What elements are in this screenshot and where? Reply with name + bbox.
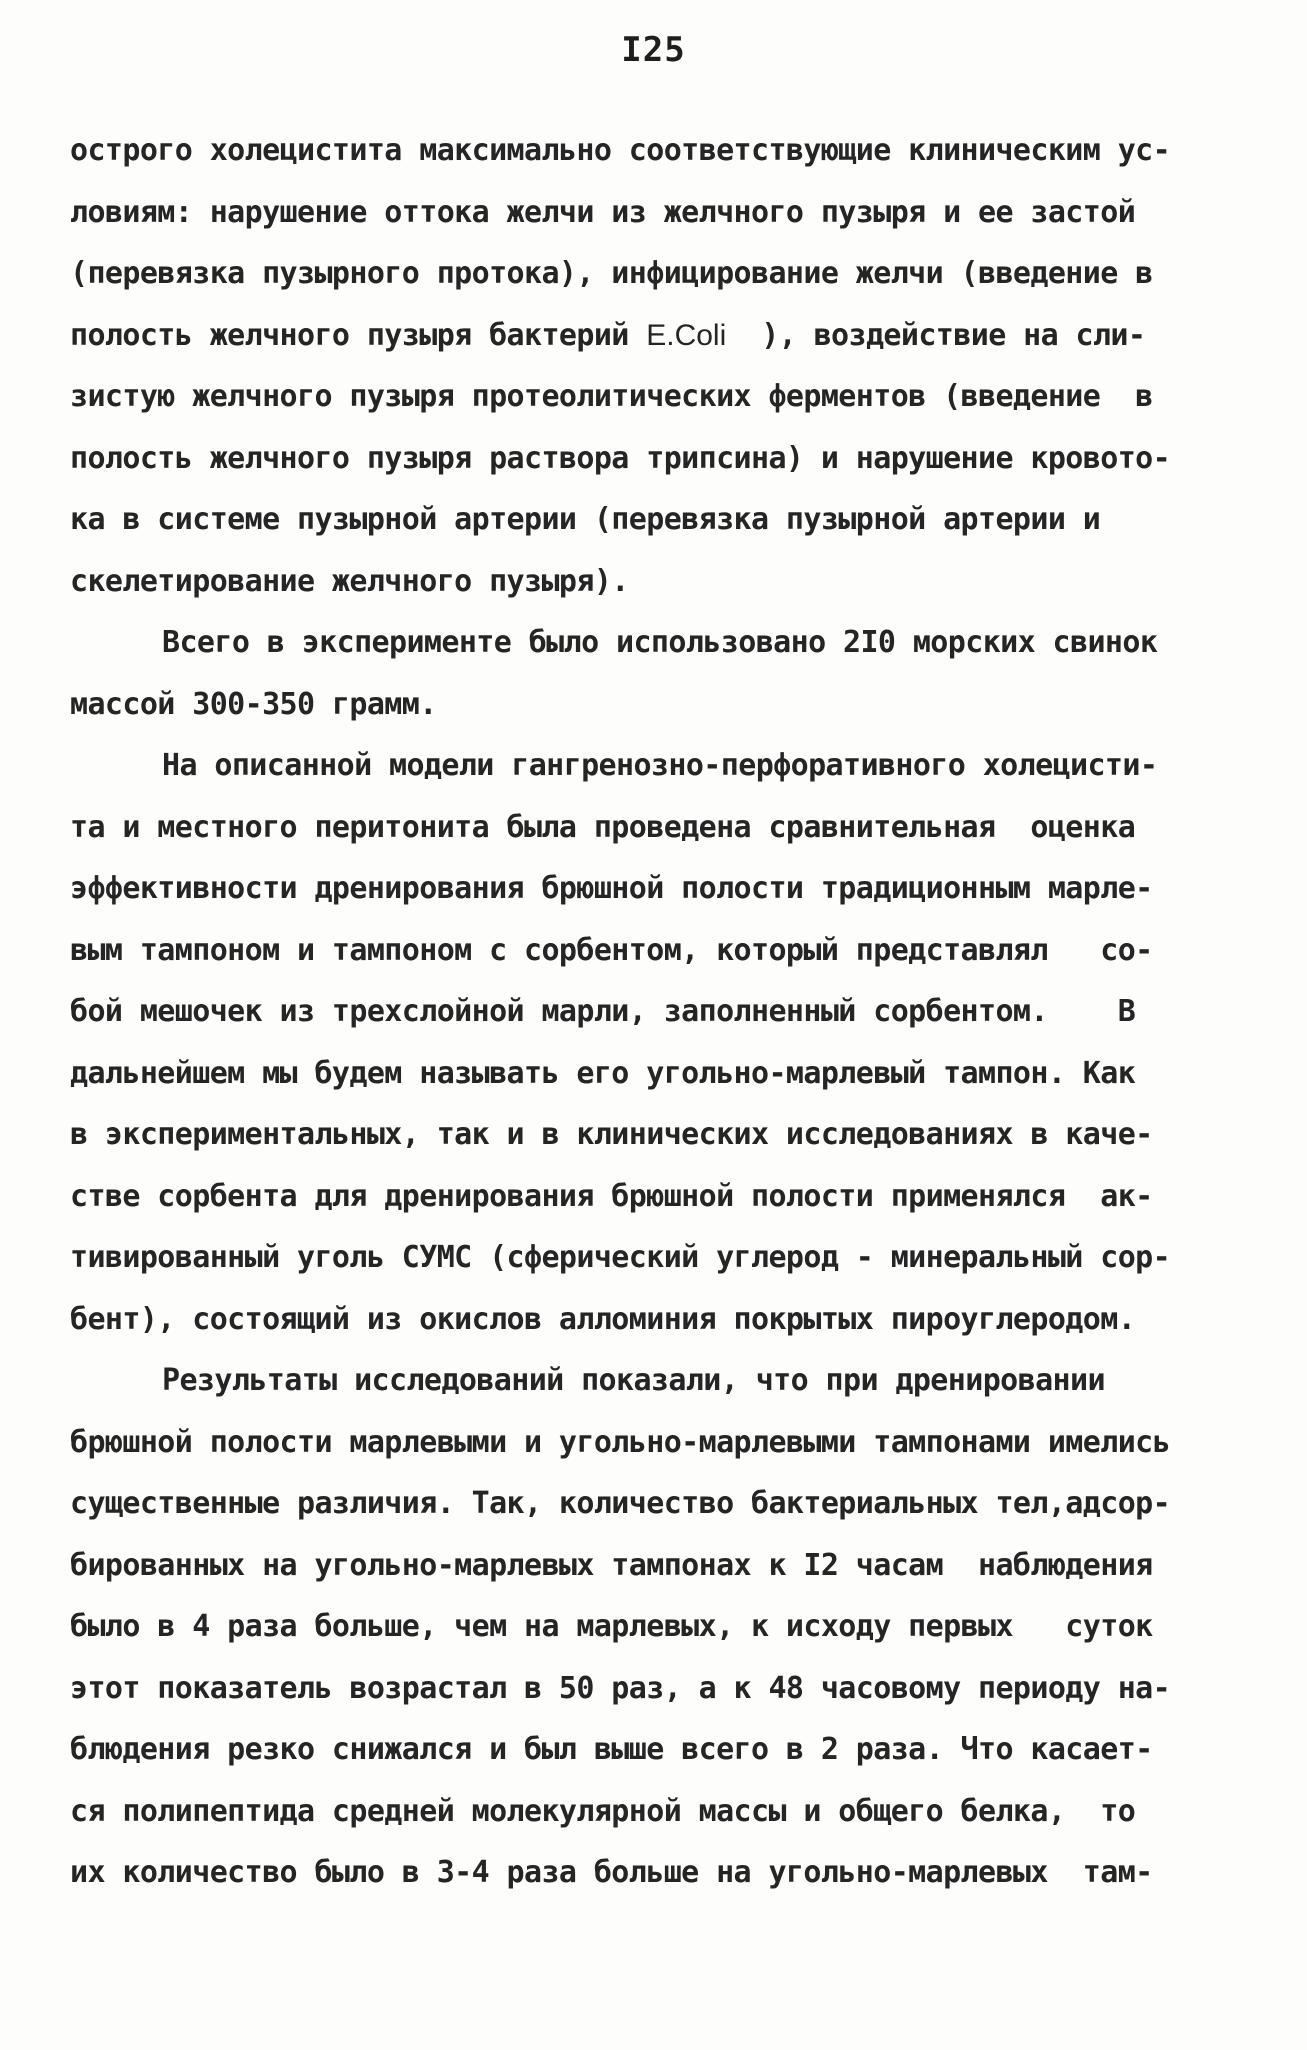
- page-number: I25: [621, 30, 686, 70]
- text-line: зистую желчного пузыря протеолитических ферментов (введение в: [70, 379, 1153, 414]
- text-line: [70, 305, 1250, 367]
- text-line: дальнейшем мы будем называть его угольно-марлевый тампон. Как: [70, 1055, 1136, 1091]
- text-line: массой 300-350 грамм.: [70, 686, 437, 722]
- text-line: эффективности дренирования брюшной полости традиционным марле-: [70, 871, 1153, 906]
- text-line: полость желчного пузыря раствора трипсина) и нарушение кровото-: [70, 440, 1171, 476]
- text-line: вым тампоном и тампоном с сорбентом, который представлял со-: [70, 932, 1153, 968]
- text-line: этот показатель возрастал в 50 раз, а к 48 часовому периоду на-: [70, 1670, 1171, 1706]
- text-line: их количество было в 3-4 раза больше на угольно-марлевых там-: [70, 1855, 1153, 1890]
- text-line: (перевязка пузырного протока), инфицирование желчи (введение в: [70, 256, 1153, 291]
- text-line: На описанной модели гангренозно-перфоративного холецисти-: [162, 748, 1158, 783]
- handwritten-insert: E.Coli: [646, 318, 727, 352]
- text-line: стве сорбента для дренирования брюшной полости применялся ак-: [70, 1178, 1153, 1214]
- text-line: скелетирование желчного пузыря).: [70, 563, 629, 599]
- text-line: ка в системе пузырной артерии (перевязка пузырной артерии и: [70, 502, 1101, 537]
- text-line: Результаты исследований показали, что при дренировании: [162, 1363, 1105, 1398]
- text-line: ловиям: нарушение оттока желчи из желчного пузыря и ее застой: [70, 194, 1136, 230]
- text-line: брюшной полости марлевыми и угольно-марлевыми тампонами имелись: [70, 1424, 1171, 1460]
- text-line: бой мешочек из трехслойной марли, заполненный сорбентом. В: [70, 994, 1136, 1029]
- text-line: та и местного перитонита была проведена сравнительная оценка: [70, 809, 1136, 845]
- text-segment: полость желчного пузыря бактерий: [70, 317, 647, 353]
- body-text: [70, 120, 1250, 1904]
- text-segment: ), воздействие на сли-: [726, 317, 1146, 353]
- text-line: было в 4 раза больше, чем на марлевых, к исходу первых суток: [70, 1609, 1153, 1644]
- text-line: тивированный уголь СУМС (сферический углерод - минеральный сор-: [70, 1240, 1171, 1275]
- text-line: бированных на угольно-марлевых тампонах к I2 часам наблюдения: [70, 1547, 1153, 1583]
- text-line: бент), состоящий из окислов алломиния покрытых пироуглеродом.: [70, 1301, 1136, 1337]
- text-line: острого холецистита максимально соответствующие клиническим ус-: [70, 133, 1171, 168]
- text-line: в экспериментальных, так и в клинических исследованиях в каче-: [70, 1117, 1153, 1152]
- text-line: ся полипептида средней молекулярной массы и общего белка, то: [70, 1793, 1136, 1829]
- text-line: существенные различия. Так, количество бактериальных тел,адсор-: [70, 1486, 1171, 1521]
- text-line: блюдения резко снижался и был выше всего в 2 раза. Что касает-: [70, 1732, 1153, 1767]
- text-line: Всего в эксперименте было использовано 2I0 морских свинок: [162, 625, 1158, 660]
